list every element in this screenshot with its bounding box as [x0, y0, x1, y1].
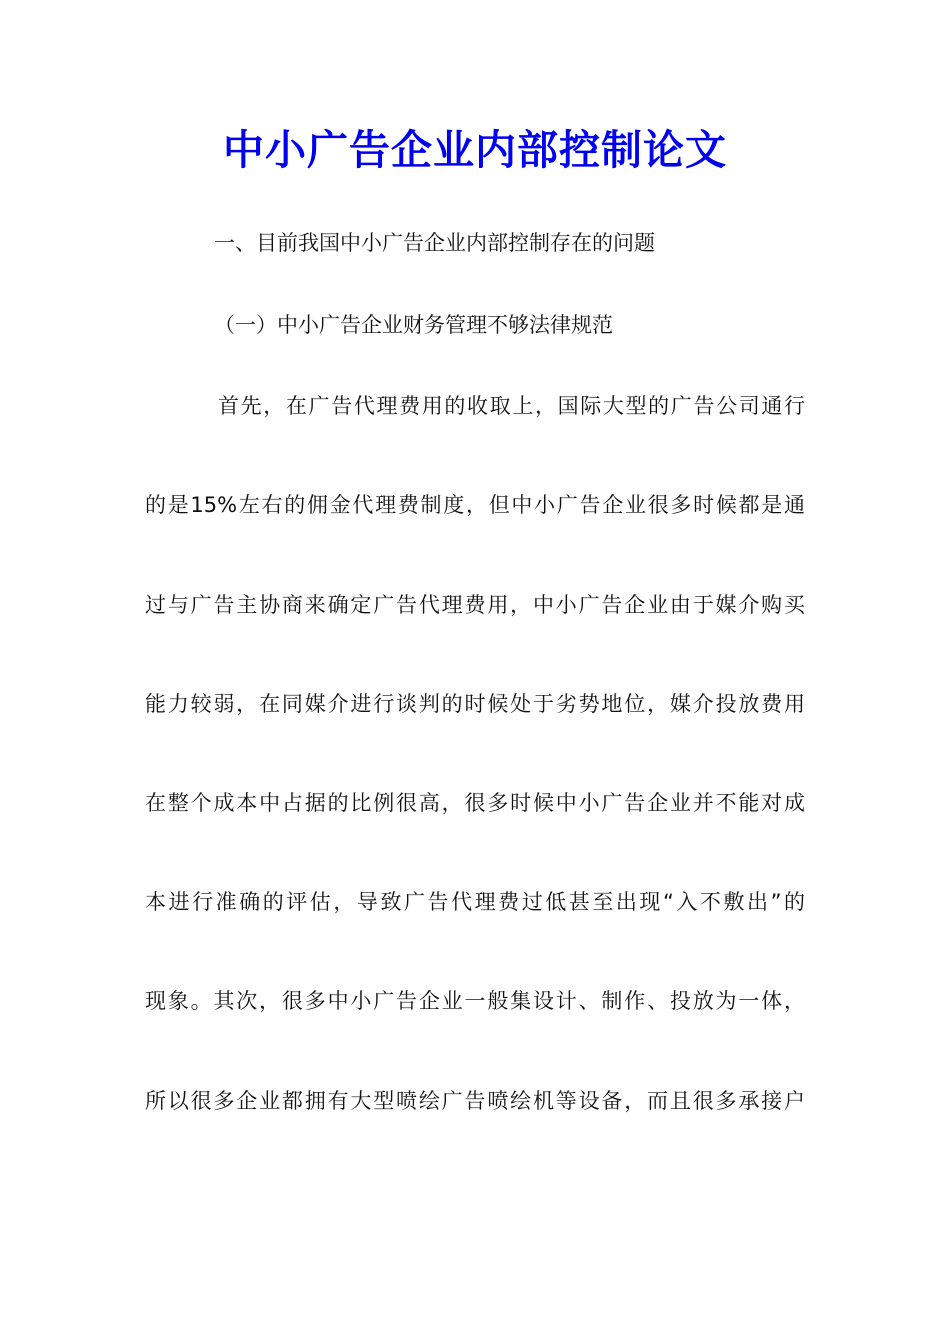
paragraph-line-1: 首先，在广告代理费用的收取上，国际大型的广告公司通行	[218, 394, 805, 418]
paragraph-line-6: 本进行准确的评估，导致广告代理费过低甚至出现“入不敷出”的	[145, 890, 805, 914]
paragraph-line-3: 过与广告主协商来确定广告代理费用，中小广告企业由于媒介购买	[145, 593, 805, 617]
subsection-heading: （一）中小广告企业财务管理不够法律规范	[214, 313, 613, 337]
paragraph-line-8: 所以很多企业都拥有大型喷绘广告喷绘机等设备，而且很多承接户	[145, 1089, 805, 1113]
paragraph-line-5: 在整个成本中占据的比例很高，很多时候中小广告企业并不能对成	[145, 791, 805, 815]
paragraph-line-2: 的是15%左右的佣金代理费制度，但中小广告企业很多时候都是通	[145, 493, 805, 517]
paragraph-line-4: 能力较弱，在同媒介进行谈判的时候处于劣势地位，媒介投放费用	[145, 692, 805, 716]
document-title: 中小广告企业内部控制论文	[223, 126, 727, 174]
section-heading: 一、目前我国中小广告企业内部控制存在的问题	[214, 231, 655, 255]
paragraph-line-7: 现象。其次，很多中小广告企业一般集设计、制作、投放为一体，	[145, 989, 805, 1013]
